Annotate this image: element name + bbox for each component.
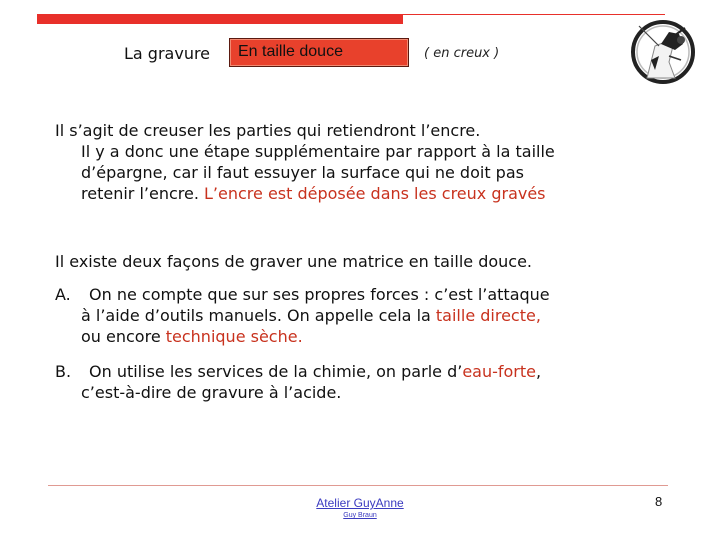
footer-author-link[interactable]: Atelier GuyAnne xyxy=(316,496,404,510)
list-item-a-text-2: à l’aide d’outils manuels. On appelle cela la xyxy=(81,306,431,325)
list-item-a-text-1: On ne compte que sur ses propres forces : c’est l’attaque xyxy=(89,285,550,304)
list-item-a-line-3 xyxy=(55,326,645,347)
methods-intro: Il existe deux façons de graver une matrice en taille douce. xyxy=(55,252,532,271)
list-item-b xyxy=(55,361,645,403)
direct-cut-highlight: taille directe, xyxy=(435,306,541,325)
etching-highlight: eau-forte xyxy=(462,362,536,381)
intro-line-3: d’épargne, car il faut essuyer la surface qui ne doit pas xyxy=(81,163,524,182)
list-item-b-text-1: On utilise les services de la chimie, on parle d’ xyxy=(89,362,463,381)
header-rule xyxy=(403,14,665,15)
list-item-b-comma: , xyxy=(536,362,542,381)
dry-technique-highlight: technique sèche. xyxy=(165,327,303,346)
title-highlight-box: En taille douce xyxy=(229,38,409,67)
engraver-logo-icon xyxy=(625,16,701,86)
list-item-b-line-1 xyxy=(55,361,645,382)
title-label: La gravure xyxy=(124,44,211,63)
footer-rule xyxy=(48,485,668,486)
title-note: ( en creux ) xyxy=(424,46,500,61)
intro-line-2: Il y a donc une étape supplémentaire par rapport à la taille xyxy=(81,142,555,161)
ink-deposit-highlight: L’encre est déposée dans les creux gravés xyxy=(204,184,546,203)
list-item-a-line-1 xyxy=(55,284,645,305)
list-item-a xyxy=(55,284,645,347)
footer-sub-link[interactable]: Guy Braun xyxy=(343,512,377,519)
page-number: 8 xyxy=(655,494,663,509)
intro-paragraph xyxy=(55,120,665,204)
intro-line-1: Il s’agit de creuser les parties qui retiendront l’encre. xyxy=(55,121,481,140)
list-item-b-line-2: c’est-à-dire de gravure à l’acide. xyxy=(81,383,342,402)
list-marker-b: B. xyxy=(55,362,72,381)
list-item-a-text-3: ou encore xyxy=(81,327,161,346)
header-accent-bar xyxy=(37,14,403,24)
list-item-a-line-2 xyxy=(55,305,645,326)
intro-line-4-text: retenir l’encre. xyxy=(81,184,199,203)
list-marker-a: A. xyxy=(55,285,71,304)
intro-line-4 xyxy=(55,183,665,204)
